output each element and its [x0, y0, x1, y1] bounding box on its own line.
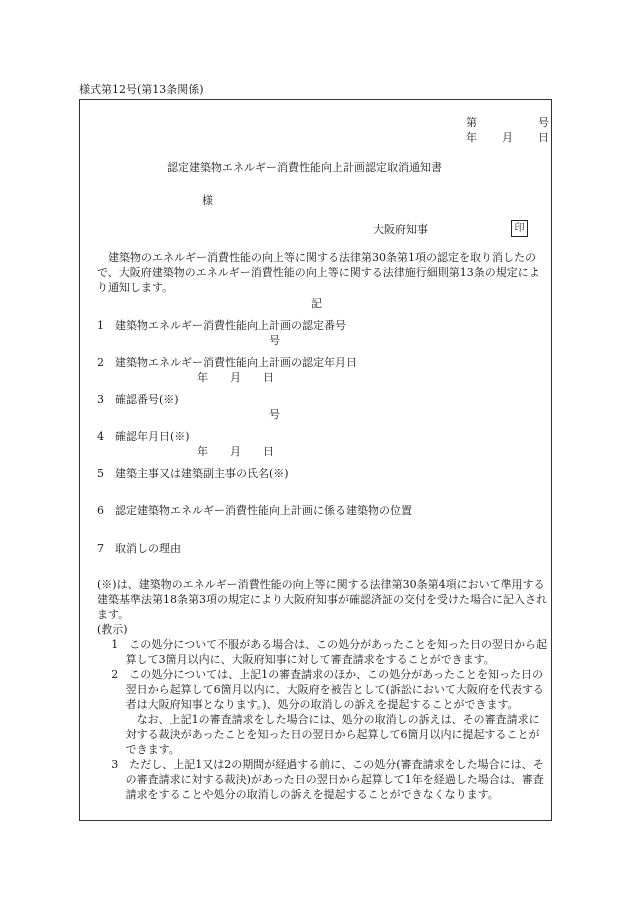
doc-number-dai: 第 [466, 116, 477, 129]
item-6-number: 6 [97, 504, 104, 517]
item-5-label: 建築主事又は建築副主事の氏名(※) [115, 467, 289, 480]
item-4-label: 確認年月日(※) [115, 430, 190, 443]
note-paragraph: (※)は、建築物のエネルギー消費性能の向上等に関する法律第30条第4項において準用する建築基準法第18条第3項の規定により大阪府知事が確認済証の交付を受けた場合に記入されます。 [97, 578, 547, 621]
date-nen: 年 [466, 131, 477, 144]
item-5-number: 5 [97, 467, 104, 480]
instruction-2: 2 この処分については、上記1の審査請求のほか、この処分があったことを知った日の翌日から起算して6箇月以内に、大阪府を被告として(訴訟において大阪府を代表する者は大阪府知事となります。)、処分の取消しの訴えを提起することができます。 [111, 668, 544, 711]
item-7-label: 取消しの理由 [115, 542, 181, 555]
item-3-number: 3 [97, 393, 104, 406]
item-1-sub: 号 [269, 334, 280, 347]
addressee-suffix: 様 [202, 194, 213, 207]
ki-heading: 記 [311, 297, 322, 310]
instruction-3: 3 ただし、上記1又は2の期間が経過する前に、この処分(審査請求をした場合には、その審査請求に対する裁決)があった日の翌日から起算して1年を経過した場合は、審査請求をすることや処分の取消しの訴えを提起することができなくなります。 [111, 758, 544, 801]
item-2-sub: 年 月 日 [197, 371, 274, 384]
document-title: 認定建築物エネルギー消費性能向上計画認定取消通知書 [167, 161, 442, 174]
seal-label: 印 [511, 220, 528, 237]
item-4-sub: 年 月 日 [197, 445, 274, 458]
item-4-number: 4 [97, 430, 104, 443]
item-7-number: 7 [97, 542, 104, 555]
instruction-heading: (教示) [97, 623, 128, 636]
item-3-label: 確認番号(※) [115, 393, 179, 406]
item-2-label: 建築物エネルギー消費性能向上計画の認定年月日 [115, 356, 357, 369]
item-1-number: 1 [97, 319, 104, 332]
date-hi: 日 [538, 131, 549, 144]
date-tsuki: 月 [502, 131, 513, 144]
instruction-2-continued: なお、上記1の審査請求をした場合には、処分の取消しの訴えは、その審査請求に対する裁決があったことを知った日の翌日から起算して6箇月以内に提起することができます。 [125, 713, 540, 756]
issuer-name: 大阪府知事 [373, 223, 428, 236]
body-paragraph: 建築物のエネルギー消費性能の向上等に関する法律第30条第1項の認定を取り消したので、大阪府建築物のエネルギー消費性能の向上等に関する法律施行細則第13条の規定により通知します。 [97, 251, 540, 294]
doc-number-go: 号 [538, 116, 549, 129]
item-1-label: 建築物エネルギー消費性能向上計画の認定番号 [115, 319, 346, 332]
item-2-number: 2 [97, 356, 104, 369]
item-3-sub: 号 [269, 408, 280, 421]
form-label: 様式第12号(第13条関係) [79, 83, 204, 96]
seal-mark [511, 220, 528, 237]
instruction-1: 1 この処分について不服がある場合は、この処分があったことを知った日の翌日から起算して3箇月以内に、大阪府知事に対して審査請求をすることができます。 [111, 638, 547, 666]
item-6-label: 認定建築物エネルギー消費性能向上計画に係る建築物の位置 [115, 504, 412, 517]
